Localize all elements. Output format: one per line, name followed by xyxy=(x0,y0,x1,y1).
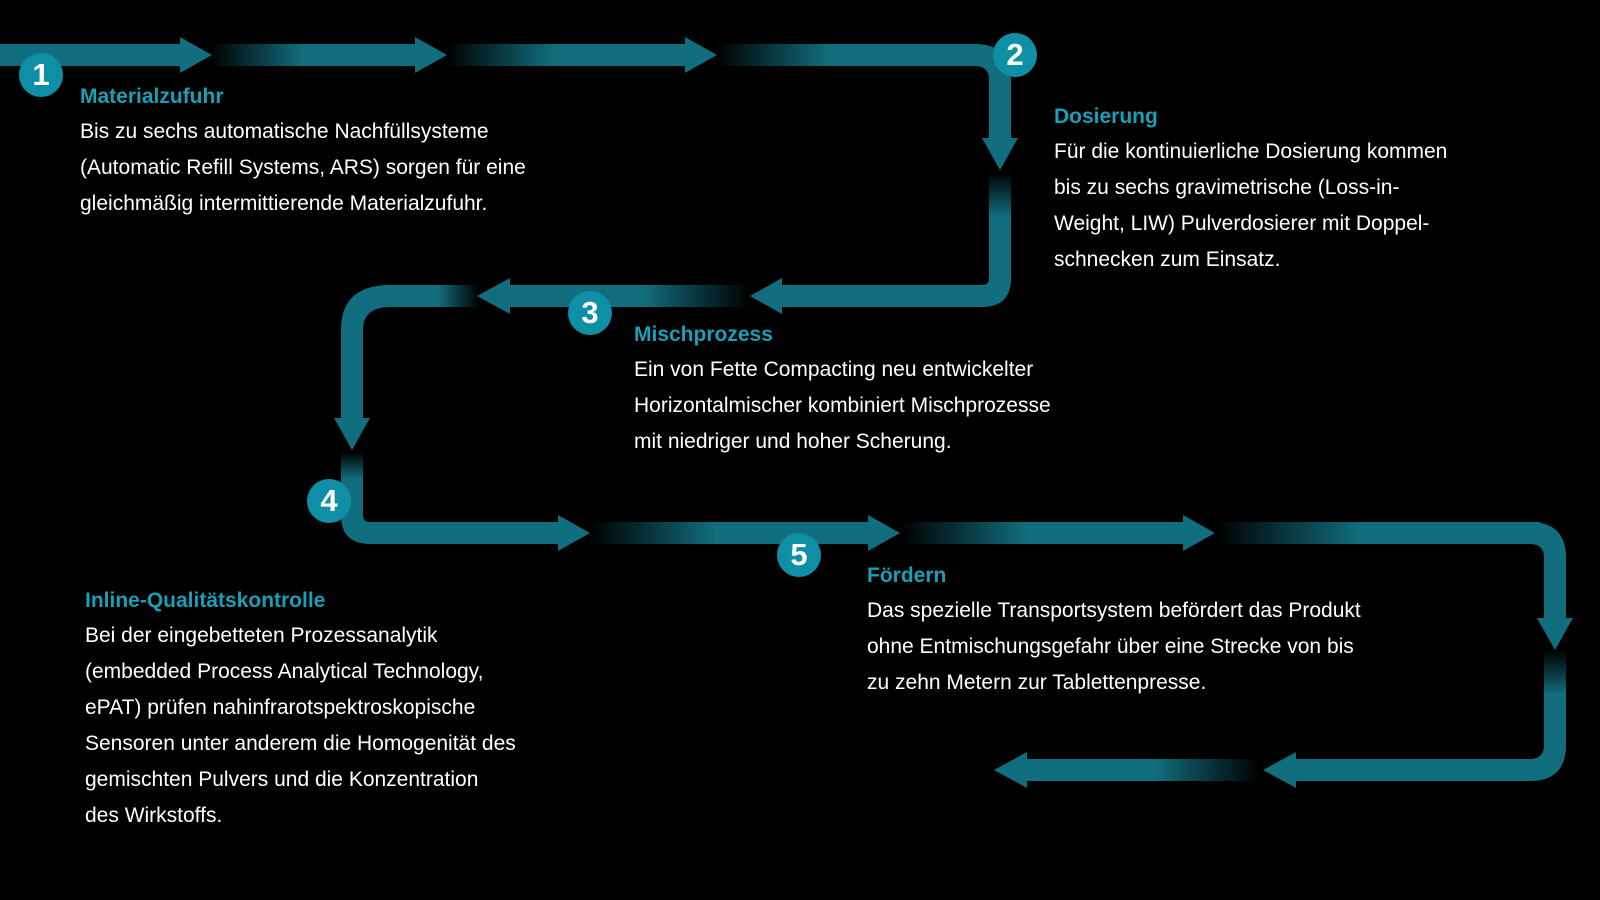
step-dosierung xyxy=(1054,104,1447,278)
flow-arrow xyxy=(341,452,590,551)
description-line: zu zehn Metern zur Tablettenpresse. xyxy=(867,671,1207,694)
step-number-badge-2: 2 xyxy=(993,33,1037,77)
description-line: schnecken zum Einsatz. xyxy=(1054,248,1281,271)
step-title: Dosierung xyxy=(1054,105,1158,128)
step-description xyxy=(85,618,516,834)
flow-arrow xyxy=(445,37,717,73)
description-line: Bei der eingebetteten Prozessanalytik xyxy=(85,624,438,647)
description-line: Weight, LIW) Pulverdosierer mit Doppel- xyxy=(1054,212,1430,235)
description-line: gemischten Pulvers und die Konzentration xyxy=(85,768,479,791)
description-line: des Wirkstoffs. xyxy=(85,804,223,827)
description-line: Horizontalmischer kombiniert Mischprozesse xyxy=(634,394,1051,417)
step-inline-qualitaetskontrolle xyxy=(85,588,516,834)
step-title: Fördern xyxy=(867,564,947,587)
description-line: Ein von Fette Compacting neu entwickelter xyxy=(634,358,1034,381)
description-line: Das spezielle Transportsystem befördert das Produkt xyxy=(867,599,1361,622)
flow-arrow xyxy=(210,37,447,73)
flow-arrow xyxy=(590,515,900,551)
step-title: Mischprozess xyxy=(634,323,773,346)
flow-arrow xyxy=(334,285,480,450)
step-description xyxy=(867,593,1361,701)
description-line: gleichmäßig intermittierende Materialzufuhr. xyxy=(80,192,488,215)
description-line: Sensoren unter anderem die Homogenität des xyxy=(85,732,516,755)
step-title: Inline-Qualitätskontrolle xyxy=(85,589,326,612)
step-description xyxy=(634,352,1051,460)
step-foerdern xyxy=(867,563,1361,701)
step-materialzufuhr xyxy=(80,84,526,222)
step-description xyxy=(1054,134,1447,278)
flow-arrow xyxy=(900,515,1215,551)
description-line: ohne Entmischungsgefahr über eine Strecke von bis xyxy=(867,635,1354,658)
flow-arrow xyxy=(477,278,750,314)
step-number-badge-4: 4 xyxy=(307,479,351,523)
step-number-badge-3: 3 xyxy=(568,291,612,335)
step-description xyxy=(80,114,526,222)
description-line: Für die kontinuierliche Dosierung kommen xyxy=(1054,140,1448,163)
description-line: ePAT) prüfen nahinfrarotspektroskopische xyxy=(85,696,476,719)
flow-arrow xyxy=(994,752,1260,788)
description-line: bis zu sechs gravimetrische (Loss-in- xyxy=(1054,176,1400,199)
step-number-badge-1: 1 xyxy=(19,53,63,97)
description-line: (Automatic Refill Systems, ARS) sorgen für eine xyxy=(80,156,526,179)
step-mischprozess xyxy=(634,322,1051,460)
flow-arrow xyxy=(715,44,1018,170)
step-title: Materialzufuhr xyxy=(80,85,224,108)
description-line: (embedded Process Analytical Technology, xyxy=(85,660,484,683)
step-number-badge-5: 5 xyxy=(777,533,821,577)
flow-arrow xyxy=(750,172,1011,314)
description-line: mit niedriger und hoher Scherung. xyxy=(634,430,952,453)
description-line: Bis zu sechs automatische Nachfüllsysteme xyxy=(80,120,489,143)
